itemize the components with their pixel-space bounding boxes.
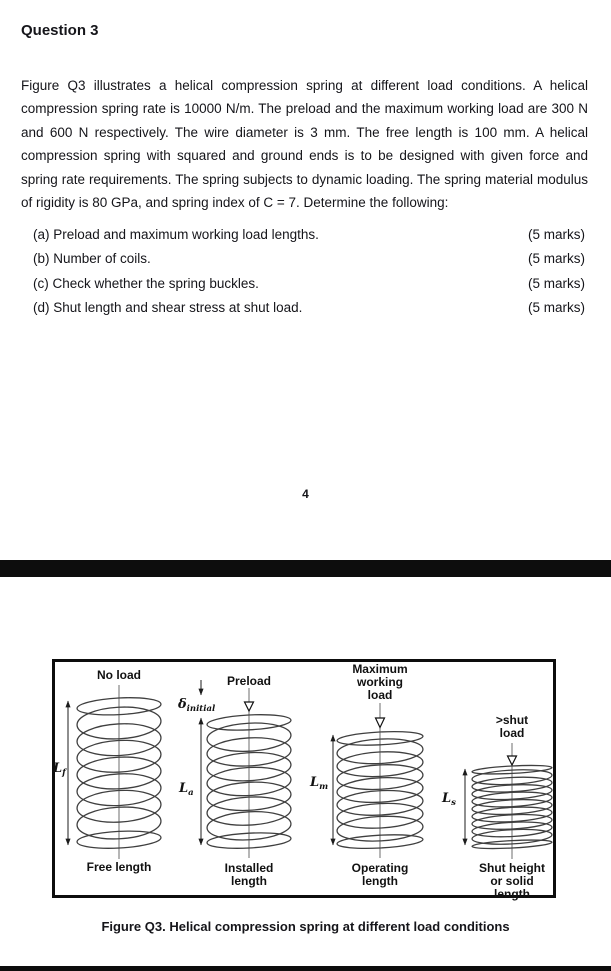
question-part-label: (b) Number of coils. — [33, 251, 151, 267]
installed-length-symbol: $L_a$ — [179, 781, 194, 798]
question-part-row — [33, 251, 585, 275]
question-part-row — [33, 300, 585, 324]
installed-length-label: Installed length — [224, 861, 274, 888]
question-part-marks: (5 marks) — [528, 275, 585, 291]
question-parts-list — [33, 227, 585, 324]
operating-length-symbol: $L_m$ — [310, 775, 329, 792]
free-length-symbol: $L_f$ — [53, 761, 66, 778]
question-part-row — [33, 227, 585, 251]
figure-caption: Figure Q3. Helical compression spring at different load conditions — [101, 919, 510, 934]
question-part-marks: (5 marks) — [528, 299, 585, 315]
page-number: 4 — [302, 487, 309, 501]
question-part-marks: (5 marks) — [528, 251, 585, 267]
preload-arrowhead — [245, 702, 254, 711]
figure-q3 — [52, 659, 556, 909]
question-part-label: (c) Check whether the spring buckles. — [33, 275, 259, 291]
shut-load-label: >shut load — [495, 713, 529, 740]
bottom-edge-bar — [0, 966, 611, 971]
question-part-label: (d) Shut length and shear stress at shut load. — [33, 299, 303, 315]
max-load-arrowhead — [376, 718, 385, 728]
no-load-label: No load — [97, 668, 141, 682]
question-part-row — [33, 276, 585, 300]
question-part-label: (a) Preload and maximum working load lengths. — [33, 227, 319, 242]
free-length-label: Free length — [86, 860, 152, 874]
question-title: Question 3 — [21, 22, 99, 39]
shut-height-label: Shut height or solid length — [479, 861, 545, 901]
preload-label: Preload — [226, 674, 271, 688]
question-part-marks: (5 marks) — [528, 227, 585, 242]
operating-length-label: Operating length — [351, 861, 409, 888]
initial-deflection-symbol: $\delta_{initial}$ — [178, 697, 216, 714]
shut-height-symbol: $L_s$ — [442, 791, 456, 808]
page-break-bar — [0, 560, 611, 577]
shut-load-arrowhead — [508, 756, 517, 765]
question-paragraph: Figure Q3 illustrates a helical compression spring at different load conditions. A helical compression spring rate is 10000 N/m. The preload and the maximum working load are 300 N and 600 N respectively. The wire diameter is 3 mm. The free length is 100 mm. A helical compression spring with squared and ground ends is to be designed with given force and spring rate requirements. The spring subjects to dynamic loading. The spring material modulus of rigidity is 80 GPa, and spring index of C = 7. Determine the following: — [21, 78, 588, 211]
maximum-working-load-label: Maximum working load — [352, 662, 408, 702]
